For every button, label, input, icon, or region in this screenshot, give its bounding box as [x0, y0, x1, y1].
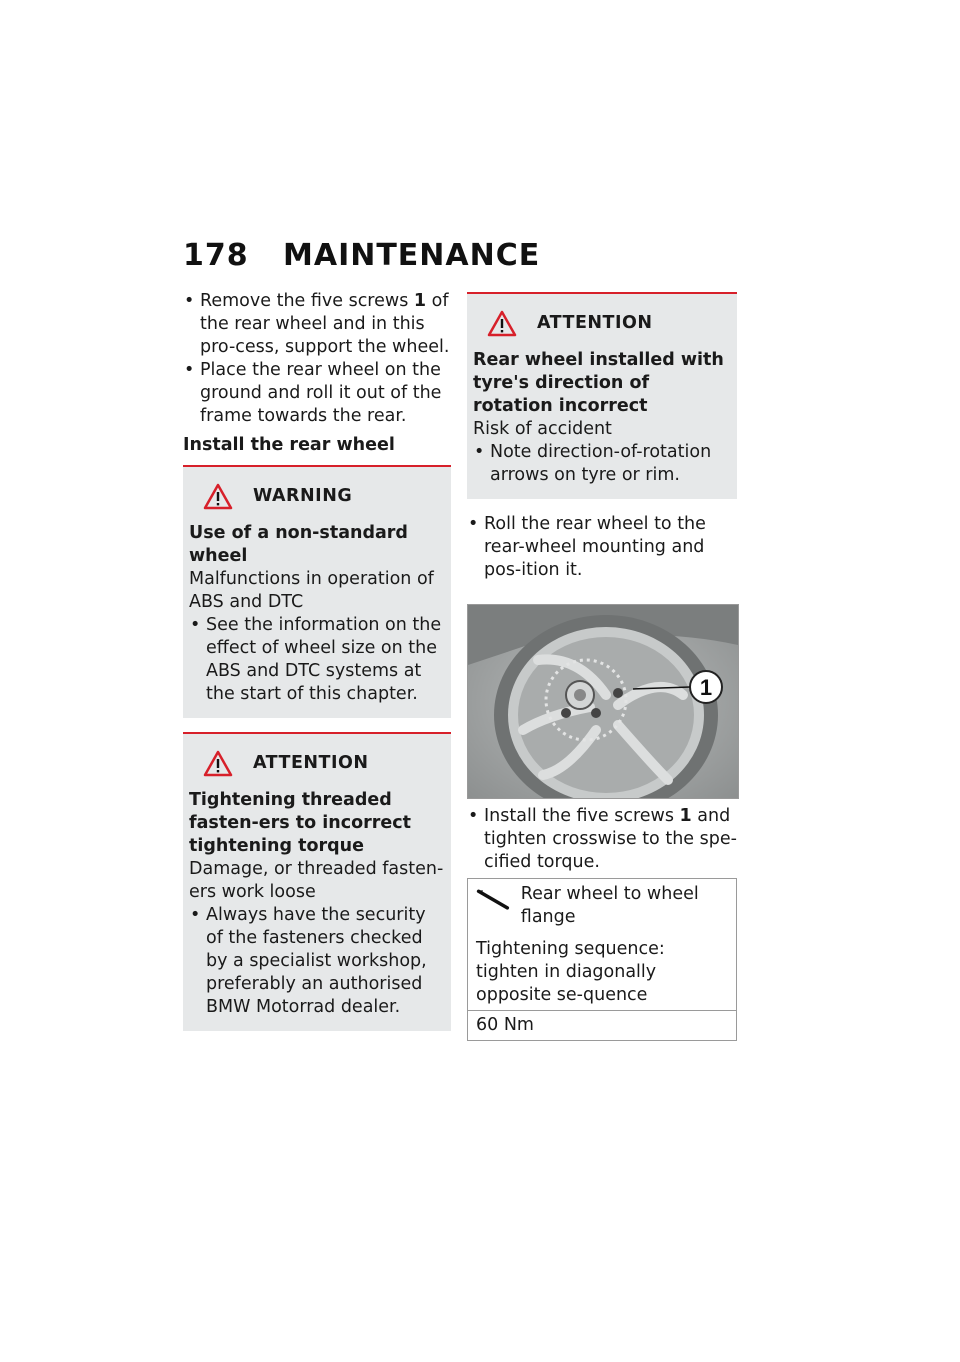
rear-wheel-photo	[467, 604, 739, 799]
notice-label: WARNING	[253, 486, 353, 506]
attention-box	[183, 732, 451, 1031]
warning-triangle-icon	[487, 310, 517, 337]
list-item: • Roll the rear wheel to the rear-wheel mounting and pos-ition it.	[467, 513, 737, 582]
section-title: Install the rear wheel	[183, 435, 395, 455]
torque-spec-table	[467, 878, 737, 1041]
notice-heading: Tightening threaded fasten-ers to incorrect tightening torque	[189, 790, 412, 856]
left-column	[183, 290, 451, 1045]
notice-label: ATTENTION	[537, 313, 653, 333]
page-header	[183, 238, 540, 273]
list-item: • Install the five screws 1 and tighten crosswise to the spe-cified torque.	[467, 805, 737, 874]
photo-callout-number: 1	[699, 675, 713, 700]
page-number: 178	[183, 238, 249, 273]
notice-text: Malfunctions in operation of ABS and DTC	[189, 569, 434, 612]
list-item: • Note direction-of-rotation arrows on tyre or rim.	[473, 441, 731, 487]
spec-sequence: Tightening sequence: tighten in diagonally opposite se-quence	[476, 939, 665, 1005]
notice-text: Risk of accident	[473, 419, 612, 439]
list-item: • Always have the security of the fasteners checked by a specialist workshop, preferably an authorised BMW Motorrad dealer.	[189, 904, 445, 1019]
page-title: MAINTENANCE	[283, 238, 541, 273]
notice-text: Damage, or threaded fasten-ers work loose	[189, 859, 444, 902]
warning-triangle-icon	[203, 483, 233, 510]
right-column	[467, 292, 737, 1041]
list-item: • Place the rear wheel on the ground and roll it out of the frame towards the rear.	[183, 359, 451, 428]
torque-wrench-icon	[476, 887, 511, 913]
list-item: • Remove the five screws 1 of the rear wheel and in this pro-cess, support the wheel.	[183, 290, 451, 359]
spec-value: 60 Nm	[468, 1010, 736, 1040]
warning-triangle-icon	[203, 750, 233, 777]
spec-title: Rear wheel to wheel flange	[520, 884, 699, 927]
attention-box	[467, 292, 737, 499]
list-item: • See the information on the effect of wheel size on the ABS and DTC systems at the start of this chapter.	[189, 614, 445, 706]
notice-heading: Rear wheel installed with tyre's direction of rotation incorrect	[473, 350, 724, 416]
warning-box	[183, 465, 451, 718]
notice-heading: Use of a non-standard wheel	[189, 523, 408, 566]
notice-label: ATTENTION	[253, 753, 369, 773]
